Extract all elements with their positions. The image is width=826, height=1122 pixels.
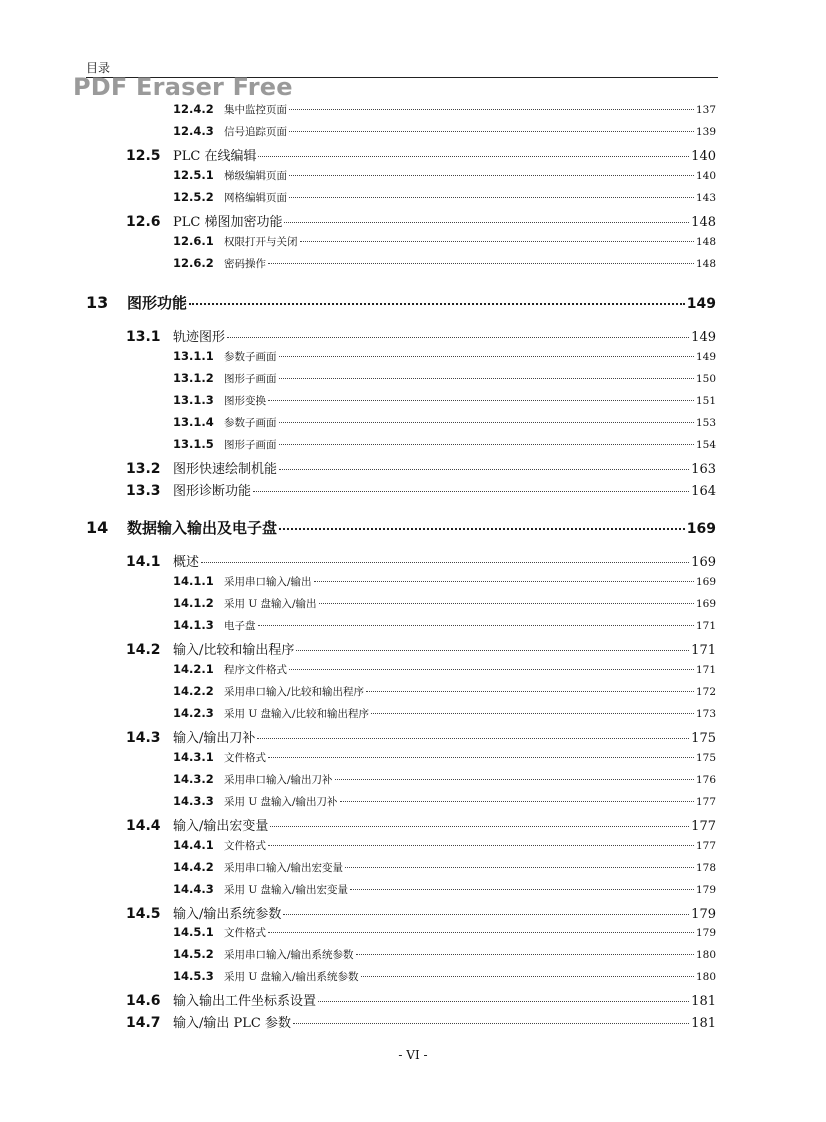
dot-leader (356, 954, 694, 955)
toc-entry-title: 采用 U 盘输入/输出系统参数 (224, 971, 359, 983)
toc-entry-number: 12.6 (126, 214, 161, 230)
dot-leader (268, 263, 694, 264)
toc-entry-number: 14.2 (126, 642, 161, 658)
toc-entry-page: 164 (691, 484, 716, 499)
dot-leader (279, 378, 694, 379)
toc-entry-title: 权限打开与关闭 (224, 236, 298, 248)
toc-entry-title: 图形功能 (127, 294, 188, 312)
toc-entry[interactable] (173, 772, 716, 787)
toc-entry-number: 13.1.2 (173, 371, 214, 385)
toc-entry[interactable] (173, 124, 716, 139)
toc-entry-number: 14.5 (126, 906, 161, 922)
dot-leader (268, 932, 694, 933)
toc-entry-page: 178 (695, 862, 716, 874)
dot-leader (345, 867, 694, 868)
toc-entry-page: 163 (691, 462, 716, 477)
toc-entry-title: 文件格式 (224, 752, 266, 764)
toc-entry[interactable] (173, 168, 716, 183)
dot-leader (371, 713, 694, 714)
toc-entry[interactable] (173, 437, 716, 452)
dot-leader (340, 801, 694, 802)
toc-entry-title: PLC 在线编辑 (173, 149, 257, 164)
toc-entry-number: 14.2.2 (173, 684, 214, 698)
dot-leader (293, 1023, 689, 1024)
toc-entry-page: 172 (695, 686, 716, 698)
toc-entry-title: 文件格式 (224, 840, 266, 852)
toc-entry[interactable] (173, 618, 716, 633)
toc-entry[interactable] (173, 234, 716, 249)
toc-entry-number: 13.1.1 (173, 349, 214, 363)
toc-entry-number: 13.2 (126, 461, 161, 477)
toc-entry[interactable] (173, 190, 716, 205)
toc-entry-title: 数据输入输出及电子盘 (127, 519, 278, 537)
toc-entry-title: 图形诊断功能 (173, 484, 252, 499)
toc-chapter-entry[interactable] (86, 517, 716, 538)
toc-entry-number: 12.6.1 (173, 234, 214, 248)
dot-leader (319, 603, 694, 604)
toc-entry-number: 14.4.2 (173, 860, 214, 874)
dot-leader (227, 337, 689, 338)
toc-entry-number: 14.2.3 (173, 706, 214, 720)
toc-entry[interactable] (173, 371, 716, 386)
toc-entry-page: 175 (691, 731, 716, 746)
toc-entry-title: 文件格式 (224, 927, 266, 939)
toc-entry-title: 概述 (173, 555, 200, 570)
toc-entry-page: 149 (695, 351, 716, 363)
toc-entry-number: 14.3.3 (173, 794, 214, 808)
toc-entry-number: 14.5.3 (173, 969, 214, 983)
toc-entry-page: 140 (695, 170, 716, 182)
toc-entry-page: 169 (695, 576, 716, 588)
dot-leader (289, 109, 694, 110)
toc-entry-number: 14.5.1 (173, 925, 214, 939)
toc-entry[interactable] (173, 415, 716, 430)
page-number-footer: - VI - (398, 1048, 428, 1062)
dot-leader (283, 914, 689, 915)
toc-entry[interactable] (173, 256, 716, 271)
toc-entry[interactable] (126, 326, 716, 345)
toc-entry-number: 14.4.1 (173, 838, 214, 852)
toc-entry[interactable] (126, 145, 716, 164)
toc-entry[interactable] (173, 925, 716, 940)
dot-leader (300, 241, 694, 242)
toc-entry-title: 参数子画面 (224, 351, 277, 363)
toc-entry-number: 12.4.2 (173, 102, 214, 116)
dot-leader (279, 422, 694, 423)
toc-entry-title: 图形子画面 (224, 373, 277, 385)
toc-entry-page: 139 (695, 126, 716, 138)
dot-leader (289, 197, 694, 198)
toc-entry-page: 177 (695, 796, 716, 808)
toc-entry-page: 175 (695, 752, 716, 764)
toc-entry-page: 169 (691, 555, 716, 570)
toc-entry-page: 177 (691, 819, 716, 834)
toc-entry-page: 143 (695, 192, 716, 204)
toc-entry-number: 14.1 (126, 554, 161, 570)
toc-entry-number: 12.5.1 (173, 168, 214, 182)
toc-entry-page: 169 (695, 598, 716, 610)
toc-entry-title: 网格编辑页面 (224, 192, 287, 204)
toc-entry[interactable] (126, 1012, 716, 1031)
toc-entry[interactable] (126, 639, 716, 658)
toc-entry[interactable] (126, 903, 716, 922)
dot-leader (279, 469, 689, 470)
toc-entry-page: 148 (691, 215, 716, 230)
dot-leader (268, 757, 694, 758)
toc-entry-number: 14.1.3 (173, 618, 214, 632)
toc-entry[interactable] (173, 393, 716, 408)
toc-entry-page: 153 (695, 417, 716, 429)
dot-leader (318, 1001, 689, 1002)
toc-entry-number: 14.5.2 (173, 947, 214, 961)
dot-leader (189, 303, 685, 305)
toc-entry-number: 12.6.2 (173, 256, 214, 270)
toc-entry-title: 采用 U 盘输入/比较和输出程序 (224, 708, 370, 720)
toc-entry-number: 12.4.3 (173, 124, 214, 138)
toc-entry-title: 输入/输出 PLC 参数 (173, 1016, 291, 1031)
toc-entry-title: 采用串口输入/比较和输出程序 (224, 686, 365, 698)
toc-entry-number: 14.7 (126, 1015, 161, 1031)
toc-entry-title: 采用 U 盘输入/输出刀补 (224, 796, 338, 808)
toc-entry[interactable] (173, 947, 716, 962)
toc-entry[interactable] (126, 990, 716, 1009)
toc-entry-title: 电子盘 (224, 620, 256, 632)
dot-leader (279, 444, 694, 445)
toc-entry-title: 图形变换 (224, 395, 266, 407)
toc-entry-page: 181 (691, 1016, 716, 1031)
toc-entry-page: 171 (691, 643, 716, 658)
toc-entry-number: 14.4.3 (173, 882, 214, 896)
toc-entry-page: 179 (695, 927, 716, 939)
toc-entry-number: 13.3 (126, 483, 161, 499)
toc-entry-number: 14.1.2 (173, 596, 214, 610)
toc-entry-number: 14 (86, 518, 109, 537)
dot-leader (258, 625, 694, 626)
toc-entry-page: 154 (695, 439, 716, 451)
toc-entry[interactable] (126, 458, 716, 477)
watermark: PDF Eraser Free (73, 73, 293, 101)
toc-entry-number: 14.1.1 (173, 574, 214, 588)
toc-entry-number: 14.3 (126, 730, 161, 746)
dot-leader (350, 889, 694, 890)
dot-leader (253, 491, 689, 492)
toc-entry-title: 输入/输出刀补 (173, 731, 256, 746)
dot-leader (201, 562, 689, 563)
toc-entry[interactable] (173, 794, 716, 809)
toc-entry-number: 14.3.2 (173, 772, 214, 786)
toc-entry-page: 149 (686, 296, 716, 312)
toc-entry-page: 151 (695, 395, 716, 407)
toc-entry-title: 采用串口输入/输出系统参数 (224, 949, 354, 961)
toc-entry[interactable] (173, 969, 716, 984)
toc-entry-page: 180 (695, 949, 716, 961)
dot-leader (268, 845, 694, 846)
dot-leader (314, 581, 694, 582)
toc-entry[interactable] (173, 882, 716, 897)
dot-leader (289, 175, 694, 176)
toc-entry[interactable] (173, 706, 716, 721)
toc-entry-title: 图形快速绘制机能 (173, 462, 278, 477)
dot-leader (296, 650, 689, 651)
toc-entry-page: 179 (695, 884, 716, 896)
toc-entry-page: 181 (691, 994, 716, 1009)
toc-entry-page: 171 (695, 620, 716, 632)
dot-leader (284, 222, 689, 223)
toc-entry-number: 14.3.1 (173, 750, 214, 764)
dot-leader (258, 156, 689, 157)
toc-entry-number: 12.5 (126, 148, 161, 164)
toc-entry[interactable] (126, 815, 716, 834)
toc-entry[interactable] (173, 838, 716, 853)
toc-entry-title: 输入/输出系统参数 (173, 907, 282, 922)
toc-entry-title: 输入输出工件坐标系设置 (173, 994, 317, 1009)
toc-entry-title: 采用 U 盘输入/输出宏变量 (224, 884, 349, 896)
toc-entry-title: 采用串口输入/输出 (224, 576, 312, 588)
toc-entry[interactable] (126, 480, 716, 499)
toc-entry[interactable] (173, 349, 716, 364)
toc-entry-title: 信号追踪页面 (224, 126, 287, 138)
toc-entry-page: 176 (695, 774, 716, 786)
toc-entry[interactable] (173, 102, 716, 117)
toc-entry[interactable] (173, 662, 716, 677)
toc-entry-page: 173 (695, 708, 716, 720)
toc-entry-title: PLC 梯图加密功能 (173, 215, 283, 230)
toc-entry[interactable] (126, 211, 716, 230)
toc-entry[interactable] (173, 750, 716, 765)
toc-entry-page: 171 (695, 664, 716, 676)
dot-leader (279, 356, 694, 357)
toc-entry[interactable] (126, 551, 716, 570)
toc-entry[interactable] (173, 596, 716, 611)
toc-entry-title: 采用串口输入/输出宏变量 (224, 862, 344, 874)
toc-entry-title: 参数子画面 (224, 417, 277, 429)
toc-entry-number: 12.5.2 (173, 190, 214, 204)
toc-entry-number: 13 (86, 293, 109, 312)
toc-entry-number: 13.1.3 (173, 393, 214, 407)
toc-entry[interactable] (173, 860, 716, 875)
dot-leader (289, 131, 694, 132)
toc-entry-title: 密码操作 (224, 258, 266, 270)
toc-entry-title: 图形子画面 (224, 439, 277, 451)
dot-leader (366, 691, 694, 692)
toc-entry-page: 140 (691, 149, 716, 164)
dot-leader (257, 738, 689, 739)
toc-entry-page: 150 (695, 373, 716, 385)
dot-leader (268, 400, 694, 401)
toc-entry-title: 采用串口输入/输出刀补 (224, 774, 333, 786)
toc-entry-title: 采用 U 盘输入/输出 (224, 598, 317, 610)
toc-entry-title: 输入/比较和输出程序 (173, 643, 295, 658)
toc-entry[interactable] (126, 727, 716, 746)
toc-entry-page: 169 (686, 521, 716, 537)
toc-entry-title: 输入/输出宏变量 (173, 819, 269, 834)
toc-entry-page: 179 (691, 907, 716, 922)
toc-entry-page: 137 (695, 104, 716, 116)
toc-entry-title: 轨迹图形 (173, 330, 226, 345)
toc-entry[interactable] (173, 574, 716, 589)
toc-entry-number: 13.1.5 (173, 437, 214, 451)
toc-entry-number: 14.6 (126, 993, 161, 1009)
toc-entry-title: 梯级编辑页面 (224, 170, 287, 182)
dot-leader (335, 779, 694, 780)
toc-entry-title: 集中监控页面 (224, 104, 287, 116)
dot-leader (270, 826, 689, 827)
dot-leader (289, 669, 694, 670)
toc-entry[interactable] (173, 684, 716, 699)
toc-entry-number: 14.4 (126, 818, 161, 834)
dot-leader (279, 528, 685, 530)
toc-entry-number: 14.2.1 (173, 662, 214, 676)
toc-entry-page: 149 (691, 330, 716, 345)
toc-chapter-entry[interactable] (86, 292, 716, 313)
toc-entry-number: 13.1 (126, 329, 161, 345)
dot-leader (361, 976, 694, 977)
toc-entry-page: 148 (695, 236, 716, 248)
toc-entry-title: 程序文件格式 (224, 664, 287, 676)
toc-entry-number: 13.1.4 (173, 415, 214, 429)
toc-entry-page: 177 (695, 840, 716, 852)
toc-entry-page: 148 (695, 258, 716, 270)
header-label: 目录 (86, 61, 111, 75)
toc-entry-page: 180 (695, 971, 716, 983)
